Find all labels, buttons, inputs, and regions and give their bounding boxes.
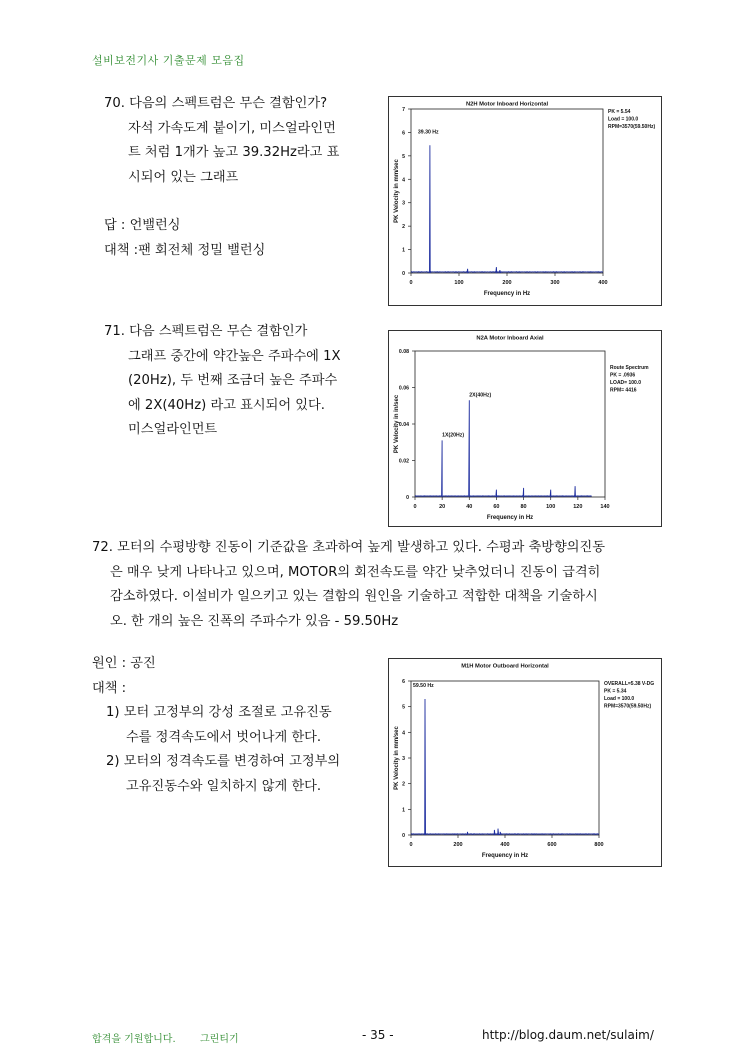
chart-m1h — [388, 658, 662, 867]
q70-line: 트 처럼 1개가 높고 39.32Hz라고 표 — [128, 145, 340, 160]
spectrum-line — [415, 400, 592, 496]
y-tick-label: 4 — [402, 730, 405, 737]
q72-line: 오. 한 개의 높은 진폭의 주파수가 있음 - 59.50Hz — [110, 613, 399, 629]
y-tick-label: 5 — [402, 153, 405, 160]
q71-line: 에 2X(40Hz) 라고 표시되어 있다. — [128, 397, 325, 413]
peak-label: 39.30 Hz — [417, 129, 439, 136]
y-tick-label: 0.08 — [398, 349, 409, 355]
y-tick-label: 4 — [402, 177, 405, 184]
x-tick-label: 20 — [439, 504, 446, 510]
footer-url[interactable]: http://blog.daum.net/sulaim/ — [482, 1028, 654, 1042]
chart-info-text: OVERALL=5.38 V-DG — [604, 681, 655, 687]
y-tick-label: 6 — [402, 130, 405, 137]
x-tick-label: 100 — [454, 280, 464, 286]
x-tick-label: 800 — [594, 842, 604, 848]
y-tick-label: 6 — [402, 679, 405, 685]
chart-info-text: Load = 100.0 — [608, 116, 639, 123]
q72-remedy-title: 대책 : — [92, 680, 127, 696]
q72-remedy-line: 고유진동수와 일치하지 않게 한다. — [126, 778, 322, 794]
q70-line: 자석 가속도계 붙이기, 미스얼라인먼 — [128, 120, 336, 136]
x-tick-label: 200 — [502, 280, 512, 286]
peak-annotation: 1X(20Hz) — [442, 432, 465, 439]
x-tick-label: 120 — [573, 504, 583, 510]
x-tick-label: 200 — [453, 842, 463, 848]
q72-line: 은 매우 낮게 나타나고 있으며, MOTOR의 회전속도를 약간 낮추었더니 진동이 급격히 — [110, 564, 601, 580]
spectrum-line — [411, 145, 603, 272]
x-tick-label: 80 — [520, 504, 527, 510]
q71-line: 그래프 중간에 약간높은 주파수에 1X — [128, 348, 341, 364]
q72-remedy-line: 1) 모터 고정부의 강성 조절로 고유진동 — [106, 705, 332, 720]
y-tick-label: 1 — [402, 807, 405, 814]
chart-info-text: Load = 100.0 — [604, 696, 635, 702]
chart-info-text: RPM=3570(59.50Hz) — [604, 703, 652, 710]
q70-line: 시되어 있는 그래프 — [128, 169, 239, 185]
y-tick-label: 7 — [402, 107, 405, 113]
y-tick-label: 0.06 — [398, 385, 409, 392]
q71-line: 71. 다음 스펙트럼은 무슨 결함인가 — [104, 324, 308, 339]
chart-info-text: PK = 5.34 — [604, 688, 627, 695]
y-tick-label: 3 — [402, 756, 405, 762]
q70-remedy: 대책 :팬 회전체 정밀 밸런싱 — [104, 242, 266, 258]
chart-title: N2H Motor Inboard Horizontal — [465, 101, 549, 108]
peak-annotation: 2X(40Hz) — [469, 392, 492, 399]
chart-info-text: PK = .0936 — [610, 372, 636, 379]
x-tick-label: 400 — [598, 280, 608, 286]
x-axis-label: Frequency in Hz — [481, 853, 529, 859]
page-header: 설비보전기사 기출문제 모음집 — [92, 54, 245, 67]
chart-n2a-svg — [389, 331, 661, 526]
plot-frame — [415, 351, 605, 497]
q70-line: 70. 다음의 스펙트럼은 무슨 결함인가? — [104, 96, 328, 111]
y-tick-label: 0.04 — [398, 422, 409, 428]
chart-info-text: Route Spectrum — [610, 365, 649, 371]
x-tick-label: 140 — [600, 504, 610, 510]
q72-line: 72. 모터의 수평방향 진동이 기준값을 초과하여 높게 발생하고 있다. 수평과 축방향의진동 — [92, 540, 605, 555]
x-tick-label: 60 — [493, 504, 500, 510]
x-tick-label: 0 — [409, 842, 413, 848]
q72-remedy-line: 2) 모터의 정격속도를 변경하여 고정부의 — [106, 754, 341, 769]
chart-n2a — [388, 330, 662, 527]
x-tick-label: 300 — [550, 280, 560, 286]
x-axis-label: Frequency in Hz — [483, 291, 531, 297]
y-tick-label: 0 — [406, 495, 409, 501]
chart-title: M1H Motor Outboard Horizontal — [461, 663, 549, 670]
y-tick-label: 2 — [402, 224, 405, 231]
y-axis-label: PK Velocity in mm/sec — [394, 726, 400, 790]
spectrum-line — [411, 699, 599, 835]
x-tick-label: 600 — [547, 842, 557, 848]
footer-left2: 그린티기 — [200, 1034, 239, 1045]
q71-line: 미스얼라인먼트 — [128, 422, 218, 437]
q72-remedy-line: 수를 정격속도에서 벗어나게 한다. — [126, 729, 322, 745]
x-tick-label: 0 — [409, 280, 413, 286]
chart-n2h-svg — [389, 97, 661, 305]
y-tick-label: 0 — [402, 271, 405, 277]
q72-cause: 원인 : 공진 — [92, 656, 156, 671]
chart-info-text: RPM=3570(59.50Hz) — [608, 124, 656, 130]
x-axis-label: Frequency in Hz — [486, 515, 534, 521]
plot-frame — [411, 109, 603, 273]
chart-info-text: LOAD= 100.0 — [610, 380, 641, 386]
y-tick-label: 0.02 — [398, 458, 409, 465]
y-axis-label: PK Velocity in in/sec — [394, 394, 400, 454]
chart-info-text: PK = 5.54 — [608, 109, 631, 115]
y-axis-label: PK Velocity in mm/sec — [394, 159, 400, 223]
plot-frame — [411, 681, 599, 835]
chart-m1h-svg — [389, 659, 661, 866]
footer-left: 합격을 기원합니다. — [92, 1034, 176, 1045]
x-tick-label: 0 — [413, 504, 417, 510]
x-tick-label: 400 — [500, 842, 510, 848]
question-71 — [104, 320, 341, 443]
chart-n2h — [388, 96, 662, 306]
page-number: - 35 - — [362, 1028, 394, 1042]
x-tick-label: 100 — [546, 504, 556, 510]
x-tick-label: 40 — [466, 504, 473, 510]
y-tick-label: 3 — [402, 200, 405, 207]
y-tick-label: 2 — [402, 781, 405, 788]
y-tick-label: 0 — [402, 833, 405, 839]
q72-line: 감소하였다. 이설비가 일으키고 있는 결함의 원인을 기술하고 적합한 대책을 기술하시 — [110, 589, 598, 604]
q72-answer — [92, 652, 340, 799]
q71-line: (20Hz), 두 번째 조금더 높은 주파수 — [128, 373, 338, 388]
question-72 — [92, 536, 605, 634]
q70-answer: 답 : 언밸런싱 — [104, 218, 181, 233]
chart-info-text: RPM= 4416 — [610, 387, 637, 394]
y-tick-label: 1 — [402, 247, 405, 254]
y-tick-label: 5 — [402, 704, 405, 711]
peak-label: 59.50 Hz — [412, 682, 434, 689]
question-70 — [104, 92, 339, 263]
chart-title: N2A Motor Inboard Axial — [476, 335, 544, 342]
